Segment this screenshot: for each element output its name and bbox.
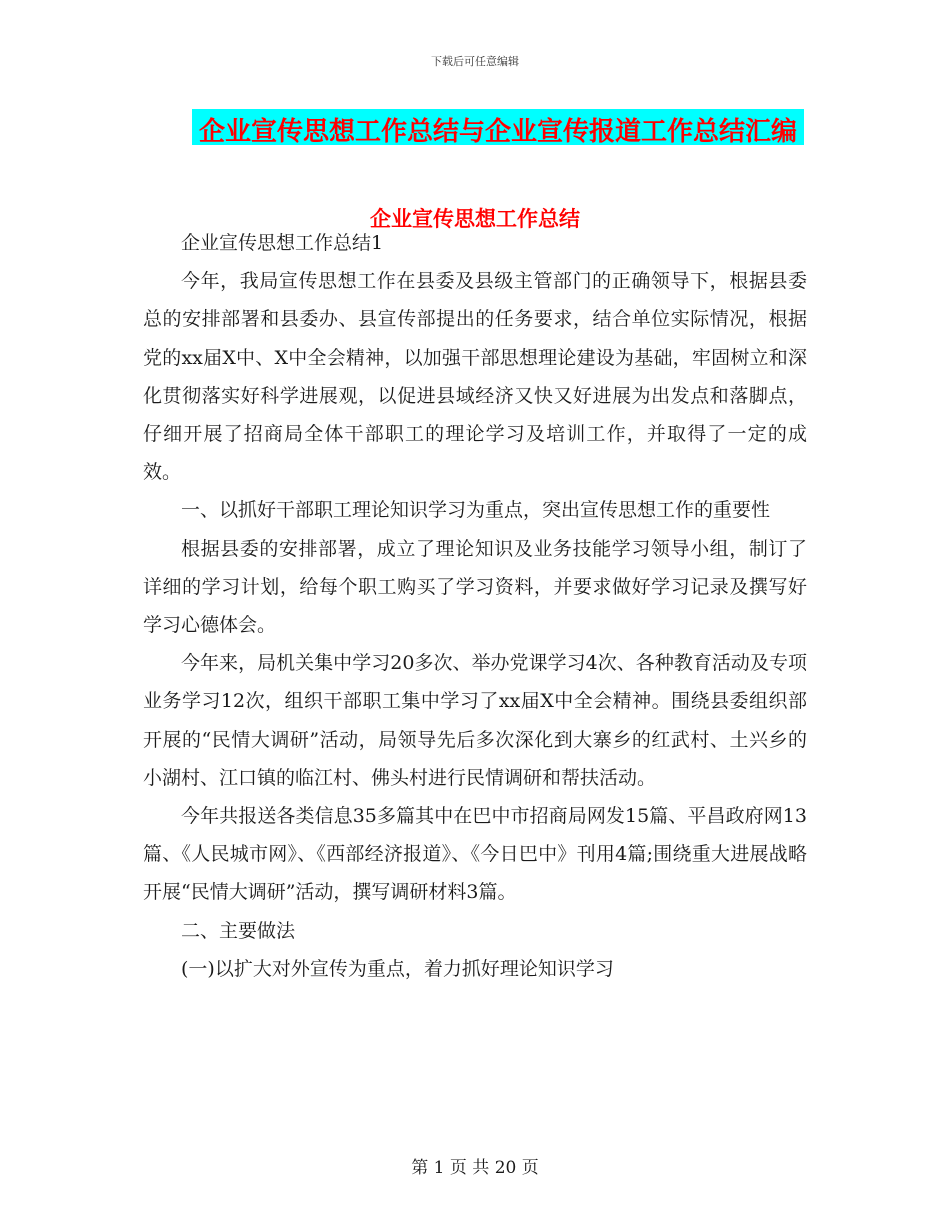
main-title: 企业宣传思想工作总结与企业宣传报道工作总结汇编 xyxy=(198,117,797,147)
paragraph-heading: 企业宣传思想工作总结1 xyxy=(181,232,384,254)
paragraph: 今年共报送各类信息35多篇其中在巴中市招商局网发15篇、平昌政府网13篇、《人民城市网》、《西部经济报道》、《今日巴中》刊用4篇;围绕重大进展战略开展“民情大调研”活动，撰写调研材料3篇。 xyxy=(143,805,807,904)
paragraph: 根据县委的安排部署，成立了理论知识及业务技能学习领导小组，制订了详细的学习计划，给每个职工购买了学习资料，并要求做好学习记录及撰写好学习心德体会。 xyxy=(143,537,807,637)
header-note: 下载后可任意编辑 xyxy=(431,55,519,68)
paragraph-subheading: (一)以扩大对外宣传为重点，着力抓好理论知识学习 xyxy=(181,957,614,980)
paragraph: 今年来，局机关集中学习20多次、举办党课学习4次、各种教育活动及专项业务学习12次，组织干部职工集中学习了xx届X中全会精神。围绕县委组织部开展的“民情大调研”活动，局领导先后多次深化到大寨乡的红武村、土兴乡的小湖村、江口镇的临江村、佛头村进行民情调研和帮扶活动。 xyxy=(143,652,807,789)
document-body xyxy=(143,224,807,988)
paragraph-subheading: 一、以抓好干部职工理论知识学习为重点，突出宣传思想工作的重要性 xyxy=(181,499,771,522)
section-title: 企业宣传思想工作总结 xyxy=(370,206,580,231)
paragraph: 今年，我局宣传思想工作在县委及县级主管部门的正确领导下，根据县委总的安排部署和县委办、县宣传部提出的任务要求，结合单位实际情况，根据党的xx届X中、X中全会精神，以加强干部思想理论建设为基础，牢固树立和深化贯彻落实好科学进展观，以促进县域经济又快又好进展为出发点和落脚点，仔细开展了招商局全体干部职工的理论学习及培训工作，并取得了一定的成效。 xyxy=(143,270,807,484)
paragraph-subheading: 二、主要做法 xyxy=(181,919,296,942)
page-number: 第 1 页 共 20 页 xyxy=(411,1158,539,1178)
